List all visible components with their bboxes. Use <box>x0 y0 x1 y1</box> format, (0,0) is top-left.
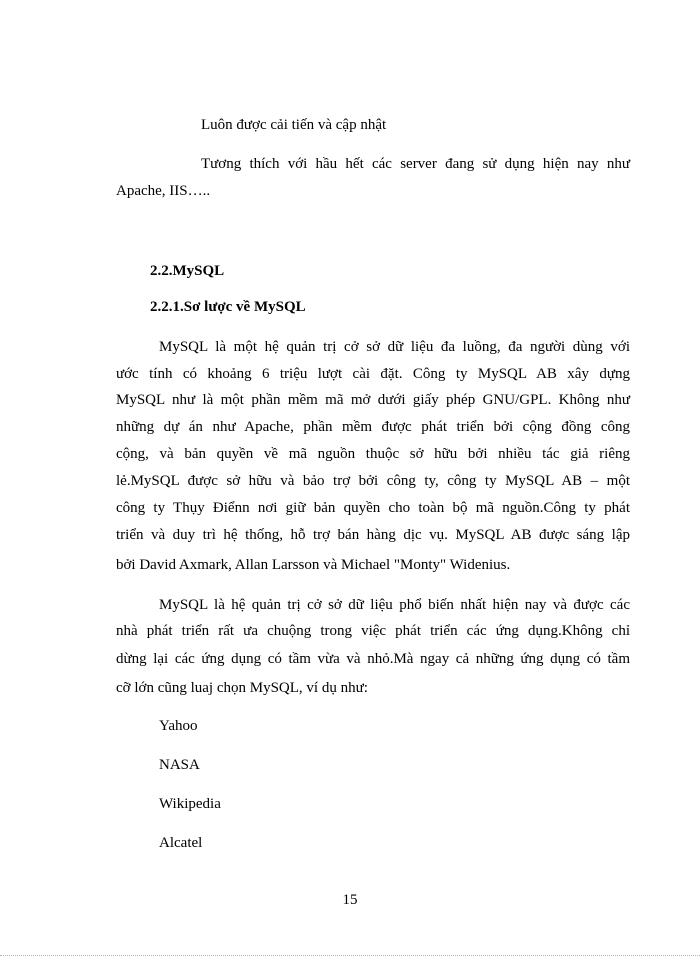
paragraph-1-line: MySQL là một hệ quản trị cở sở dữ liệu đa luồng, đa người dùng với <box>159 339 630 355</box>
section-title: 2.2.MySQL <box>150 263 225 279</box>
page-number: 15 <box>342 892 358 908</box>
paragraph-2-line: nhà phát triển rất ưa chuộng trong việc phát triển các ứng dụng.Không chỉ <box>116 623 630 639</box>
list-item: Alcatel <box>159 835 203 851</box>
paragraph-1-line: cộng, và bản quyền về mã nguồn thuộc sở hữu bởi nhiều tác giả riêng <box>116 446 630 462</box>
paragraph-2-line: cỡ lớn cũng luaj chọn MySQL, ví dụ như: <box>116 680 368 696</box>
paragraph-1-line: MySQL như là một phần mềm mã mở dưới giấy phép GNU/GPL. Không như <box>116 392 630 408</box>
paragraph-1-line: bởi David Axmark, Allan Larsson và Michael "Monty" Widenius. <box>116 557 511 573</box>
intro-para-line-1: Tương thích với hầu hết các server đang sử dụng hiện nay như <box>201 156 630 172</box>
paragraph-1-line: công ty Thụy Điểnn nơi giữ bản quyền cho toàn bộ mã nguồn.Công ty phát <box>116 500 630 516</box>
paragraph-2-line: dừng lại các ứng dụng có tầm vừa và nhỏ.Mà ngay cả những ứng dụng có tầm <box>116 651 630 667</box>
paragraph-1-line: lẻ.MySQL được sở hữu và bảo trợ bởi công ty, công ty MySQL AB – một <box>116 473 630 489</box>
list-item: Yahoo <box>159 718 198 734</box>
page-bottom-divider <box>0 955 700 956</box>
list-item: NASA <box>159 757 200 773</box>
paragraph-1-line: những dự án như Apache, phần mềm được phát triển bởi cộng đồng công <box>116 419 630 435</box>
intro-line-1: Luôn được cải tiến và cập nhật <box>201 117 387 133</box>
paragraph-2-line: MySQL là hệ quản trị cở sở dữ liệu phổ biến nhất hiện nay và được các <box>159 597 630 613</box>
paragraph-1-line: ước tính có khoảng 6 triệu lượt cài đặt. Công ty MySQL AB xây dựng <box>116 366 630 382</box>
intro-para-line-2: Apache, IIS….. <box>116 183 211 199</box>
list-item: Wikipedia <box>159 796 221 812</box>
paragraph-1-line: triển và duy trì hệ thống, hỗ trợ bán hàng dịc vụ. MySQL AB được sáng lập <box>116 527 630 543</box>
section-subtitle: 2.2.1.Sơ lược về MySQL <box>150 299 306 315</box>
